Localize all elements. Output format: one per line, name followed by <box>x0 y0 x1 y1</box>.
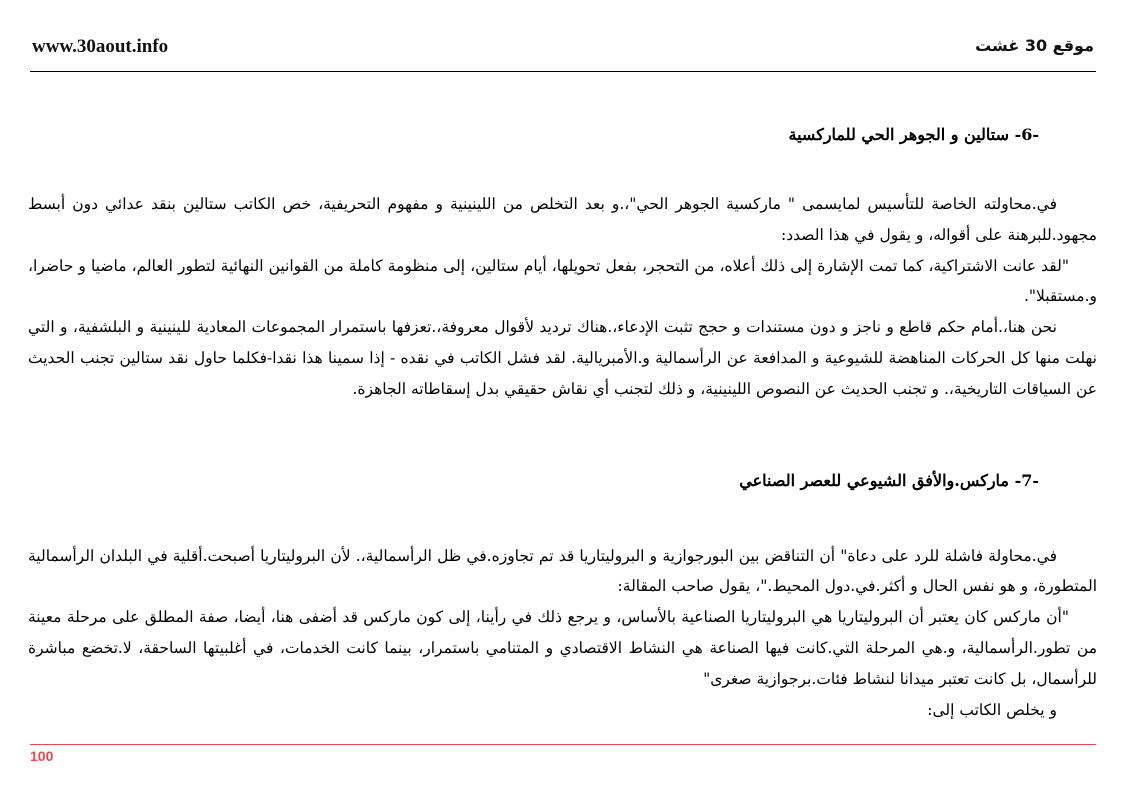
section-6-heading: -6- ستالين و الجوهر الحي للماركسية <box>788 125 1039 144</box>
section-7-paragraph-2: و يخلص الكاتب إلى: <box>927 700 1057 719</box>
page-number: 100 <box>30 748 54 764</box>
section-6-paragraph-1: في.محاولته الخاصة للتأسيس لمايسمى " ماركسية الجوهر الحي"،.و بعد التخلص من اللينينية و مفهوم التحريفية، خص الكاتب ستالين بنقد عدائي دون أبسط مجهود.للبرهنة على أقواله، و يقول في هذا الصدد: <box>28 195 1097 244</box>
section-7-heading: -7- ماركس.والأفق الشيوعي للعصر الصناعي <box>739 470 1039 490</box>
header-divider <box>30 71 1096 72</box>
section-6-paragraph-2: نحن هنا،.أمام حكم قاطع و ناجز و دون مستندات و حجج تثبت الإدعاء،.هناك ترديد لأقوال معروفة،.تعزفها باستمرار المجموعات المعادية للينينية و البلشفية، و التي نهلت منها كل الحركات المناهضة للشيوعية و المدافعة عن الرأسمالية و.الأمبريالية. لقد فشل الكاتب في نقده - إذا سمينا هذا نقدا-فكلما حاول نقد ستالين تجنب الحديث عن السياقات التاريخية،. و تجنب الحديث عن النصوص اللينينية، و ذلك لتجنب أي نقاش حقيقي بدل إسقاطاته الجاهزة. <box>28 318 1097 398</box>
site-title: موقع 30 غشت <box>975 36 1094 55</box>
section-6-quote: "لقد عانت الاشتراكية، كما تمت الإشارة إلى ذلك أعلاه، من التحجر، بفعل تحويلها، أيام ستالين، إلى منظومة كاملة من القوانين النهائية لتطور العالم، ماضيا و حاضرا، و.مستقبلا". <box>28 256 1097 306</box>
footer-divider <box>30 744 1096 745</box>
section-7-paragraph-1: في.محاولة فاشلة للرد على دعاة" أن التناقض بين البورجوازية و البروليتاريا قد تم تجاوزه.في ظل الرأسمالية،. لأن البروليتاريا أصبحت.أقلية في البلدان الرأسمالية المتطورة، و هو نفس الحال و أكثر.في.دول المحيط."، يقول صاحب المقالة: <box>28 546 1097 596</box>
section-7-quote: "أن ماركس كان يعتبر أن البروليتاريا هي البروليتاريا الصناعية بالأساس، و يرجع ذلك في رأينا، إلى كون ماركس قد أضفى هنا، أيضا، صفة المطلق على مرحلة معينة من تطور.الرأسمالية، و.هي المرحلة التي.كانت فيها الصناعة هي النشاط الاقتصادي و المتنامي باستمرار، بينما كانت الخدمات، في أغلبيتها الساحقة، لا.تخضع مباشرة للرأسمال، بل كانت تعتبر ميدانا لنشاط فئات.برجوازية صغرى" <box>28 608 1097 688</box>
article-body <box>28 121 1097 725</box>
site-url: www.30aout.info <box>32 36 169 57</box>
